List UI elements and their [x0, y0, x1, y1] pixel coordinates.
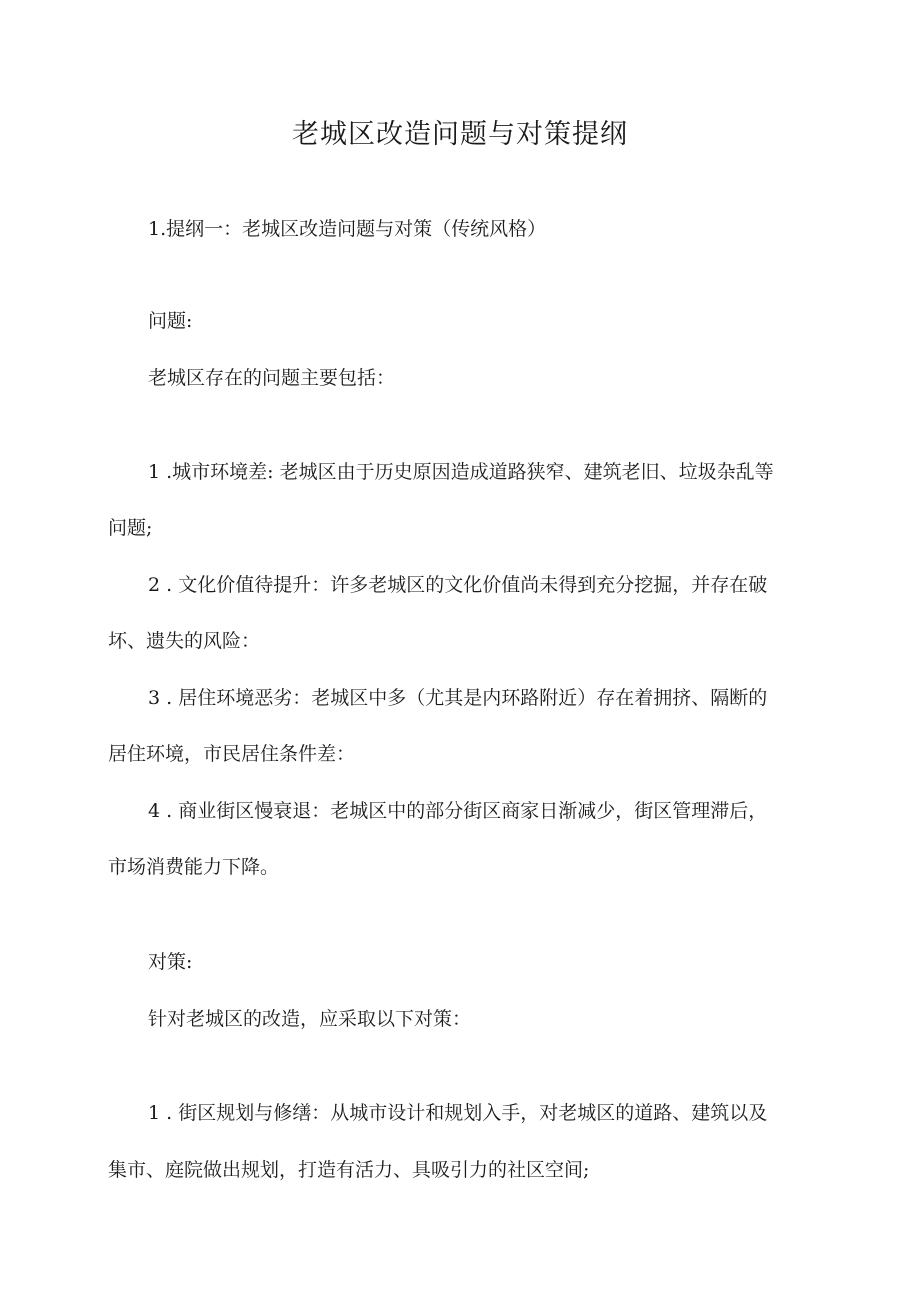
problem-item-3-line1: 3 . 居住环境恶劣：老城区中多（尤其是内环路附近）存在着拥挤、隔断的	[148, 687, 768, 709]
problems-label: 问题:	[148, 310, 193, 332]
problem-item-1-line2: 问题;	[108, 517, 153, 539]
problem-item-2-line1: 2 . 文化价值待提升：许多老城区的文化价值尚未得到充分挖掘，并存在破	[148, 574, 768, 596]
measure-item-1-line2: 集市、庭院做出规划，打造有活力、具吸引力的社区空间;	[108, 1159, 590, 1181]
problem-item-2-line2: 坏、遗失的风险：	[108, 630, 261, 652]
document-title: 老城区改造问题与对策提纲	[292, 119, 628, 150]
outline-heading: 1.提纲一：老城区改造问题与对策（传统风格）	[148, 218, 547, 240]
measure-item-1-line1: 1 . 街区规划与修缮：从城市设计和规划入手，对老城区的道路、建筑以及	[148, 1102, 768, 1124]
problem-item-1-line1: 1 .城市环境差: 老城区由于历史原因造成道路狭窄、建筑老旧、垃圾杂乱等	[148, 461, 774, 483]
measures-label: 对策:	[148, 951, 193, 973]
measures-intro: 针对老城区的改造，应采取以下对策：	[148, 1008, 472, 1030]
problem-item-4-line1: 4 . 商业街区慢衰退：老城区中的部分街区商家日渐减少，街区管理滞后，	[148, 800, 768, 822]
problem-item-4-line2: 市场消费能力下降。	[108, 856, 280, 878]
problems-intro: 老城区存在的问题主要包括：	[148, 367, 396, 389]
problem-item-3-line2: 居住环境，市民居住条件差：	[108, 743, 356, 765]
